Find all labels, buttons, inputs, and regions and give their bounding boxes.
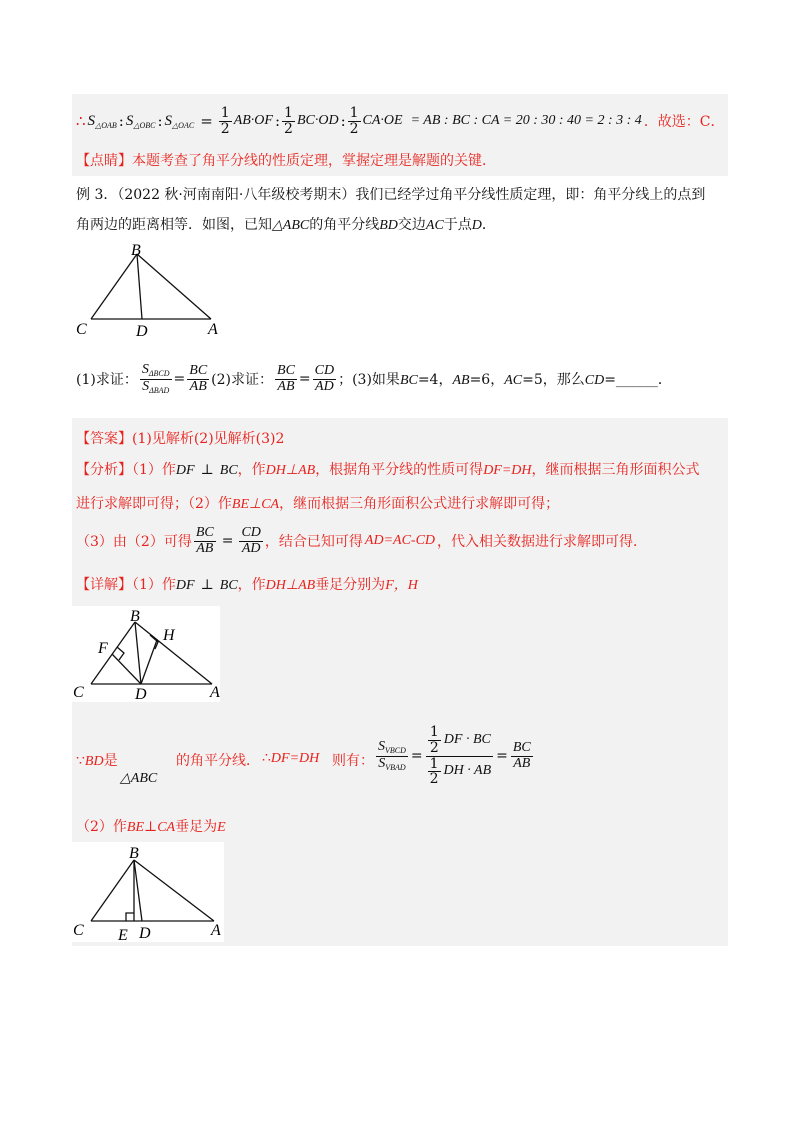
- cd-ad-fraction: $\frac{CD}{AD}$: [314, 362, 335, 394]
- dh-perp-ab: DH⊥AB: [265, 578, 316, 593]
- perpendicular-df: [112, 654, 141, 684]
- right-angle-f: [117, 647, 124, 660]
- text: 进行求解即可得；（2）作: [76, 496, 232, 512]
- bisector-bd: [135, 622, 141, 684]
- side-ba: [134, 860, 214, 921]
- text: 的角平分线: [309, 217, 380, 233]
- bisector-bd: [137, 254, 142, 319]
- text: （2）作: [76, 819, 127, 835]
- text: 是: [103, 753, 118, 769]
- dianjing-tag: 【点睛】: [76, 153, 132, 169]
- label-c: C: [76, 321, 87, 338]
- half-fraction: $\frac{1}{2}$: [349, 104, 359, 137]
- text: 垂足为: [175, 819, 218, 835]
- point-d: D: [471, 218, 482, 233]
- question-line: [76, 356, 672, 402]
- label-d: D: [136, 323, 148, 340]
- s-oab: $S_{\triangle OAB}$: [87, 112, 117, 130]
- text: ，继而根据三角形面积公式: [531, 462, 700, 478]
- answer-text: (1)见解析(2)见解析(3)2: [132, 431, 285, 447]
- text: 的角平分线．: [176, 753, 260, 769]
- figure-triangle-1: [70, 240, 240, 340]
- text: 角两边的距离相等．如图，已知: [76, 217, 272, 233]
- term-ca-oe: CA·OE: [362, 113, 403, 128]
- figure-triangle-3: [72, 842, 224, 942]
- text: 则有：: [332, 753, 374, 769]
- figure-triangle-2: [72, 606, 220, 702]
- because-symbol: ∵: [76, 753, 85, 769]
- segment-ac: AC: [425, 218, 444, 233]
- points-f-h: F，H: [385, 578, 418, 593]
- point-e: E: [217, 820, 226, 835]
- cd-ad-fraction-3: $\frac{CD}{AD}$: [241, 524, 261, 556]
- side-cb: [91, 254, 137, 319]
- example-line-1: 例 3．（2022 秋·河南南阳·八年级校考期末）我们已经学过角平分线性质定理，即：角平分线上的点到: [76, 187, 706, 203]
- dh-perp-ab: DH⊥AB: [265, 463, 316, 478]
- label-b: B: [129, 845, 139, 862]
- analysis-line-1: [76, 459, 700, 479]
- dianjing-line: [76, 150, 496, 170]
- analysis-tag: 【分析】: [76, 462, 132, 478]
- label-b: B: [130, 608, 140, 625]
- equals: =: [173, 371, 186, 387]
- segment-ca: CA: [157, 820, 176, 835]
- be-perp-ca: BE⊥CA: [231, 497, 280, 512]
- df-eq-dh: DF=DH: [483, 463, 532, 478]
- label-c: C: [73, 922, 84, 939]
- text: ，作: [237, 577, 266, 593]
- q3-text: ；(3)如果BC=4，AB=6，AC=5，那么CD=______．: [338, 372, 672, 388]
- segment-bd: BD: [84, 754, 104, 769]
- compound-fraction: $\frac{1}{2}$ DF · BC $\frac{1}{2}$ DH · AB: [426, 725, 494, 787]
- q2-label: (2)求证：: [211, 372, 274, 388]
- half-fraction: $\frac{1}{2}$: [284, 104, 293, 137]
- segment-df: DF: [175, 578, 195, 593]
- part2-line: [76, 816, 226, 836]
- text: ．: [481, 217, 496, 233]
- area-fraction: $\frac{S_{VBCD}}{S_{VBAD}}$: [378, 739, 406, 772]
- label-a: A: [210, 684, 220, 701]
- label-f: F: [98, 640, 108, 657]
- label-a: A: [211, 922, 221, 939]
- equals: =: [221, 533, 234, 549]
- label-b: B: [131, 242, 141, 259]
- bc-ab-fraction: $\frac{BC}{AB}$: [512, 739, 531, 771]
- term-ab-of: AB·OF: [233, 113, 273, 128]
- text: ，结合已知可得: [264, 534, 363, 550]
- therefore-symbol: ∴: [76, 112, 86, 130]
- text: 交边: [397, 217, 426, 233]
- side-ba: [137, 254, 211, 319]
- answer-line: [76, 428, 284, 448]
- ratio-result: = AB : BC : CA = 20 : 30 : 40 = 2 : 3 : 4: [410, 113, 642, 128]
- area-ratio-line: [76, 101, 725, 141]
- perp-symbol: ⊥: [144, 819, 158, 835]
- segment-bc: BC: [219, 463, 238, 478]
- bc-ab-fraction: $\frac{BC}{AB}$: [189, 362, 208, 394]
- df-eq-dh: DF=DH: [270, 751, 320, 766]
- perp-symbol: ⊥: [200, 462, 214, 478]
- analysis-line-3: [76, 518, 647, 564]
- equals: =: [496, 748, 508, 764]
- detail-line: [76, 574, 418, 594]
- label-h: H: [163, 627, 175, 644]
- segment-df: DF: [175, 463, 195, 478]
- proof-conclusion: [262, 750, 319, 767]
- text: （1）作: [132, 577, 176, 593]
- label-a: A: [208, 321, 218, 338]
- bisector-bd: [134, 860, 142, 921]
- label-d: D: [135, 686, 147, 702]
- proof-premise: [76, 750, 118, 770]
- example-line-2: [76, 214, 496, 234]
- q1-label: (1)求证：: [76, 372, 138, 388]
- segment-bd: BD: [379, 218, 398, 233]
- colon: :: [340, 112, 346, 130]
- right-angle-e: [126, 913, 134, 921]
- area-fraction: $\frac{S_{\Delta BCD}}{S_{\Delta BAD}}$: [141, 362, 170, 395]
- label-e: E: [118, 927, 128, 942]
- half-fraction: $\frac{1}{2}$: [220, 104, 230, 137]
- ad-relation: AD=AC-CD: [364, 533, 436, 548]
- s-obc: $S_{\triangle OBC}$: [125, 112, 156, 130]
- perpendicular-dh: [141, 640, 157, 684]
- segment-bc: BC: [219, 578, 238, 593]
- colon: :: [118, 112, 124, 130]
- detail-tag: 【详解】: [76, 577, 132, 593]
- bc-ab-fraction-2: $\frac{BC}{AB}$: [277, 362, 295, 394]
- text: 垂足分别为: [315, 577, 386, 593]
- text: ，根据角平分线的性质可得: [315, 462, 484, 478]
- text: 于点: [443, 217, 472, 233]
- triangle-abc: △ABC: [120, 771, 158, 786]
- text: （1）作: [132, 462, 176, 478]
- colon: :: [274, 112, 281, 130]
- colon: :: [157, 112, 163, 130]
- text: ，代入相关数据进行求解即可得．: [437, 534, 648, 550]
- area-ratio-equation: [376, 716, 533, 796]
- text: ，作: [237, 462, 266, 478]
- proof-line: [76, 716, 716, 796]
- dianjing-text: 本题考查了角平分线的性质定理，掌握定理是解题的关键．: [132, 153, 496, 169]
- side-cb: [91, 860, 134, 921]
- bc-ab-fraction-3: $\frac{BC}{AB}$: [195, 524, 214, 556]
- text: ，继而根据三角形面积公式进行求解即可得；: [279, 496, 560, 512]
- term-bc-od: BC·OD: [296, 113, 339, 128]
- therefore-symbol: ∴: [262, 750, 271, 766]
- segment-be: BE: [126, 820, 145, 835]
- answer-choice: ．故选：C．: [643, 114, 725, 130]
- label-d: D: [139, 925, 151, 942]
- equals: =: [298, 371, 311, 387]
- s-oac: $S_{\triangle OAC}$: [164, 112, 195, 130]
- perp-symbol: ⊥: [200, 577, 214, 593]
- text: （3）由（2）可得: [76, 534, 192, 550]
- equals: =: [410, 748, 423, 764]
- equals: =: [200, 112, 213, 130]
- triangle-abc: △ABC: [272, 218, 310, 233]
- answer-tag: 【答案】: [76, 431, 132, 447]
- label-c: C: [73, 684, 84, 701]
- analysis-line-2: [76, 493, 559, 513]
